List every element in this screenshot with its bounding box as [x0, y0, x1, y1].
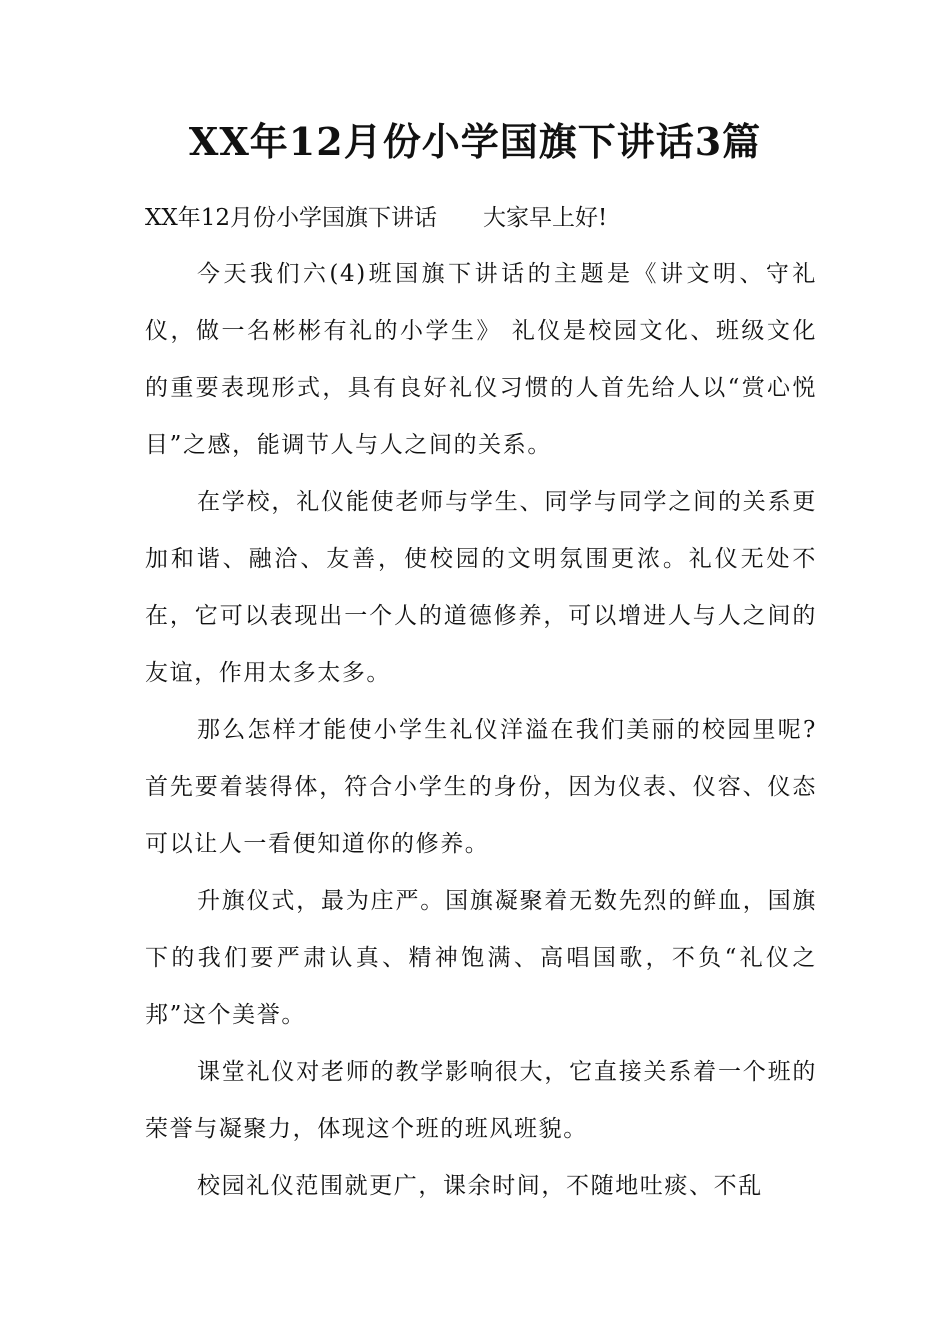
- paragraph-3: 那么怎样才能使小学生礼仪洋溢在我们美丽的校园里呢?首先要着装得体，符合小学生的身份，因为仪表、仪容、仪态可以让人一看便知道你的修养。: [145, 717, 817, 857]
- document-title: XX年12月份小学国旗下讲话3篇: [188, 119, 762, 164]
- paragraph-4: 升旗仪式，最为庄严。国旗凝聚着无数先烈的鲜血，国旗下的我们要严肃认真、精神饱满、高唱国歌，不负“礼仪之邦”这个美誉。: [145, 888, 817, 1028]
- intro-line: [145, 190, 817, 246]
- paragraph-5: 课堂礼仪对老师的教学影响很大，它直接关系着一个班的荣誉与凝聚力，体现这个班的班风班貌。: [145, 1059, 817, 1142]
- paragraph-1: 今天我们六(4)班国旗下讲话的主题是《讲文明、守礼仪，做一名彬彬有礼的小学生》 礼仪是校园文化、班级文化的重要表现形式，具有良好礼仪习惯的人首先给人以“赏心悦目”之感，能调节人与人之间的关系。: [145, 261, 817, 458]
- intro-greeting: 大家早上好!: [483, 205, 608, 231]
- paragraph-6: 校园礼仪范围就更广，课余时间，不随地吐痰、不乱: [197, 1173, 763, 1199]
- intro-heading: XX年12月份小学国旗下讲话: [145, 205, 438, 231]
- paragraph-2: 在学校，礼仪能使老师与学生、同学与同学之间的关系更加和谐、融洽、友善，使校园的文明氛围更浓。礼仪无处不在，它可以表现出一个人的道德修养，可以增进人与人之间的友谊，作用太多太多。: [145, 489, 817, 686]
- document-body: [145, 190, 817, 1215]
